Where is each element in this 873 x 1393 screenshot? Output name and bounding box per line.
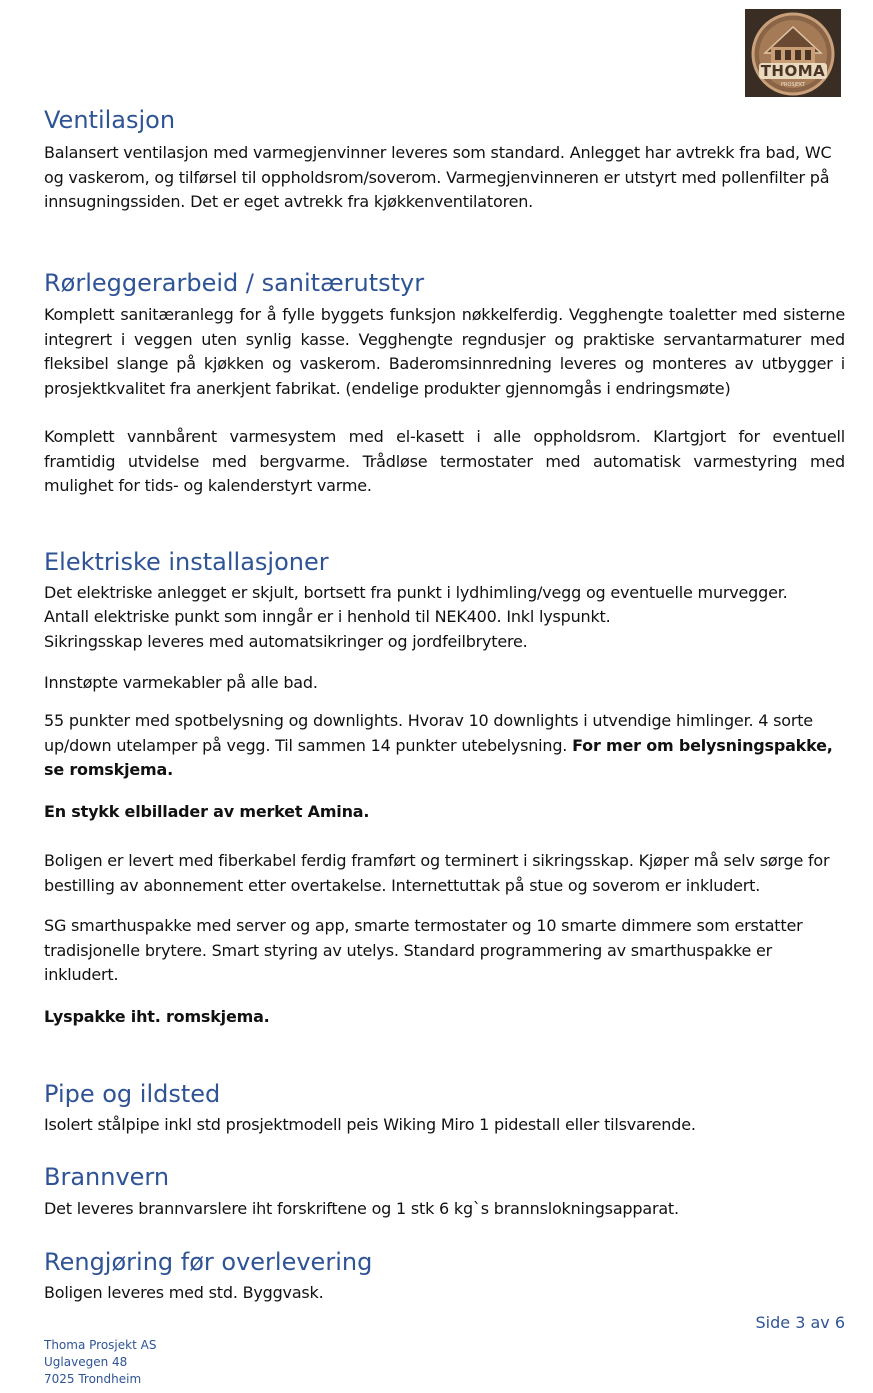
elektro-elbillader: En stykk elbillader av merket Amina. [44,802,370,821]
heading-pipe: Pipe og ildsted [44,1080,221,1108]
ventilasjon-paragraph: Balansert ventilasjon med varmegjenvinner leveres som standard. Anlegget har avtrekk fra bad, WC og vaskerom, og tilførsel til oppholdsrom/soverom. Varmegjenvinneren er utstyrt med pollenfilter på innsugningssiden. Det er eget avtrekk fra kjøkkenventilatoren. [44,143,832,211]
spot-text: 55 punkter med spotbelysning og downlights. Hvorav 10 downlights i utvendige himlinger. 4 sorte up/down utelamper på vegg. Til sammen 14 punkter utebelysning. [44,711,813,755]
logo-image [745,9,841,97]
elektro-spotbelysning [44,709,845,783]
heading-rengjoring: Rengjøring før overlevering [44,1248,373,1276]
heading-elektriske: Elektriske installasjoner [44,548,329,576]
elektro-lyspakke: Lyspakke iht. romskjema. [44,1007,270,1026]
footer-company: Thoma Prosjekt AS [44,1338,157,1352]
rorlegger-paragraph-2: Komplett vannbårent varmesystem med el-kasett i alle oppholdsrom. Klartgjort for eventuell framtidig utvidelse med bergvarme. Trådløse termostater med automatisk varmestyring med mulighet for tids- og kalenderstyrt varme. [44,427,845,495]
footer-city: 7025 Trondheim [44,1372,142,1386]
heading-brannvern: Brannvern [44,1163,170,1191]
elektro-line-2: Antall elektriske punkt som inngår er i henhold til NEK400. Inkl lyspunkt. [44,607,611,626]
elektro-line-1: Det elektriske anlegget er skjult, bortsett fra punkt i lydhimling/vegg og eventuelle murvegger. [44,583,788,602]
spot-bold-text: For mer om belysningspakke, se romskjema. [44,735,833,779]
svg-text:THOMA: THOMA [760,62,826,80]
company-logo [745,9,841,97]
rengjoring-paragraph: Boligen leveres med std. Byggvask. [44,1283,324,1302]
rorlegger-paragraph-1: Komplett sanitæranlegg for å fylle byggets funksjon nøkkelferdig. Vegghengte toaletter med sisterne integrert i veggen uten synlig kasse. Vegghengte regndusjer og praktiske servantarmaturer med fleksibel slange på kjøkken og vaskerom. Baderomsinnredning leveres og monteres av utbygger i prosjektkvalitet fra anerkjent fabrikat. (endelige produkter gjennomgås i endringsmøte) [44,305,845,398]
pipe-paragraph: Isolert stålpipe inkl std prosjektmodell peis Wiking Miro 1 pidestall eller tilsvarende. [44,1115,696,1134]
brannvern-paragraph: Det leveres brannvarslere iht forskriftene og 1 stk 6 kg`s brannslokningsapparat. [44,1199,679,1218]
page-number: Side 3 av 6 [755,1313,845,1332]
heading-ventilasjon: Ventilasjon [44,106,176,134]
elektro-line-3: Sikringsskap leveres med automatsikringer og jordfeilbrytere. [44,632,528,651]
elektro-fiber: Boligen er levert med fiberkabel ferdig framført og terminert i sikringsskap. Kjøper må selv sørge for bestilling av abonnement etter overtakelse. Internettuttak på stue og soverom er inkludert. [44,851,830,895]
elektro-varmekabler: Innstøpte varmekabler på alle bad. [44,673,318,692]
footer-street: Uglavegen 48 [44,1355,128,1369]
footer-address [44,1337,156,1388]
elektro-smarthus: SG smarthuspakke med server og app, smarte termostater og 10 smarte dimmere som erstatter tradisjonelle brytere. Smart styring av utelys. Standard programmering av smarthuspakke er inkludert. [44,916,803,984]
svg-text:PROSJEKT: PROSJEKT [780,82,806,88]
heading-rorlegger: Rørleggerarbeid / sanitærutstyr [44,269,425,297]
